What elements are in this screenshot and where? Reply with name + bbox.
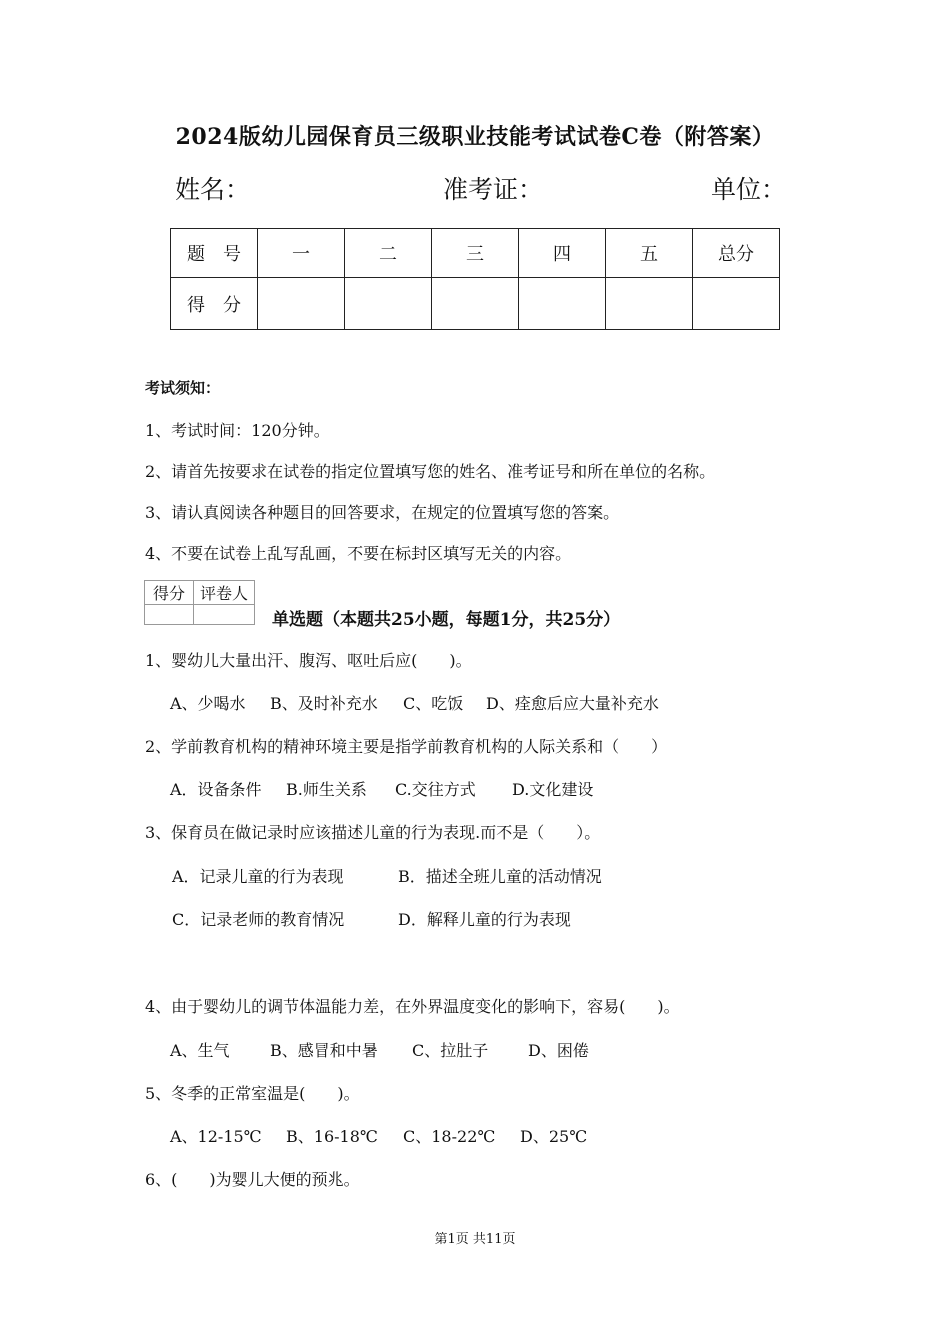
question-stem: 3、保育员在做记录时应该描述儿童的行为表现.而不是（ ）。 (145, 823, 601, 842)
notice-item: 4、不要在试卷上乱写乱画，不要在标封区填写无关的内容。 (145, 544, 572, 563)
question-option: B、16-18℃ (286, 1127, 378, 1146)
question-option: B、及时补充水 (270, 694, 378, 713)
notice-heading: 考试须知： (145, 379, 221, 397)
grader-name-label: 评卷人 (194, 581, 255, 605)
score-header-cell: 五 (606, 229, 693, 278)
score-header-cell: 题 号 (171, 229, 258, 278)
unit-field-label: 单位： (711, 175, 787, 204)
question-option: D、困倦 (528, 1041, 589, 1060)
question-option: D.文化建设 (512, 780, 594, 799)
score-row-label: 得 分 (171, 278, 258, 330)
question-option: C、吃饭 (403, 694, 464, 713)
exam-title: 2024版幼儿园保育员三级职业技能考试试卷C卷（附答案） (175, 124, 775, 150)
grader-box (144, 580, 255, 625)
exam-id-field-label: 准考证： (443, 175, 544, 204)
notice-item: 3、请认真阅读各种题目的回答要求，在规定的位置填写您的答案。 (145, 503, 620, 522)
score-cell-empty[interactable] (258, 278, 345, 330)
name-field-label: 姓名： (175, 175, 251, 204)
question-option: B、感冒和中暑 (270, 1041, 378, 1060)
question-stem: 6、( )为婴儿大便的预兆。 (145, 1170, 360, 1189)
grader-score-cell[interactable] (145, 605, 194, 625)
score-table (170, 228, 780, 330)
score-cell-empty[interactable] (693, 278, 780, 330)
score-header-cell: 一 (258, 229, 345, 278)
question-stem: 4、由于婴幼儿的调节体温能力差，在外界温度变化的影响下，容易( )。 (145, 997, 680, 1016)
question-option: A、生气 (170, 1041, 230, 1060)
page-footer: 第1页 共11页 (434, 1232, 516, 1247)
question-option: D．解释儿童的行为表现 (398, 910, 571, 929)
section-title: 单选题（本题共25小题，每题1分，共25分） (272, 610, 621, 630)
score-header-cell: 二 (345, 229, 432, 278)
question-stem: 5、冬季的正常室温是( )。 (145, 1084, 360, 1103)
question-option: C、拉肚子 (412, 1041, 489, 1060)
question-option: A、12-15℃ (170, 1127, 262, 1146)
score-header-cell: 三 (432, 229, 519, 278)
score-cell-empty[interactable] (519, 278, 606, 330)
grader-score-label: 得分 (145, 581, 194, 605)
score-header-cell: 总分 (693, 229, 780, 278)
question-option: C．记录老师的教育情况 (172, 910, 345, 929)
question-option: C.交往方式 (395, 780, 476, 799)
question-option: A．记录儿童的行为表现 (172, 867, 344, 886)
score-cell-empty[interactable] (606, 278, 693, 330)
score-cell-empty[interactable] (432, 278, 519, 330)
question-stem: 1、婴幼儿大量出汗、腹泻、呕吐后应( )。 (145, 651, 472, 670)
question-option: A．设备条件 (170, 780, 262, 799)
question-option: C、18-22℃ (403, 1127, 496, 1146)
question-option: D、25℃ (520, 1127, 588, 1146)
notice-item: 2、请首先按要求在试卷的指定位置填写您的姓名、准考证号和所在单位的名称。 (145, 462, 716, 481)
grader-name-cell[interactable] (194, 605, 255, 625)
score-header-cell: 四 (519, 229, 606, 278)
score-table-score-row (171, 278, 780, 330)
question-option: B.师生关系 (286, 780, 367, 799)
score-cell-empty[interactable] (345, 278, 432, 330)
question-option: A、少喝水 (170, 694, 246, 713)
score-table-header-row (171, 229, 780, 278)
question-option: D、痊愈后应大量补充水 (486, 694, 659, 713)
question-stem: 2、学前教育机构的精神环境主要是指学前教育机构的人际关系和（ ） (145, 737, 668, 756)
question-option: B．描述全班儿童的活动情况 (398, 867, 602, 886)
notice-item: 1、考试时间：120分钟。 (145, 421, 330, 440)
